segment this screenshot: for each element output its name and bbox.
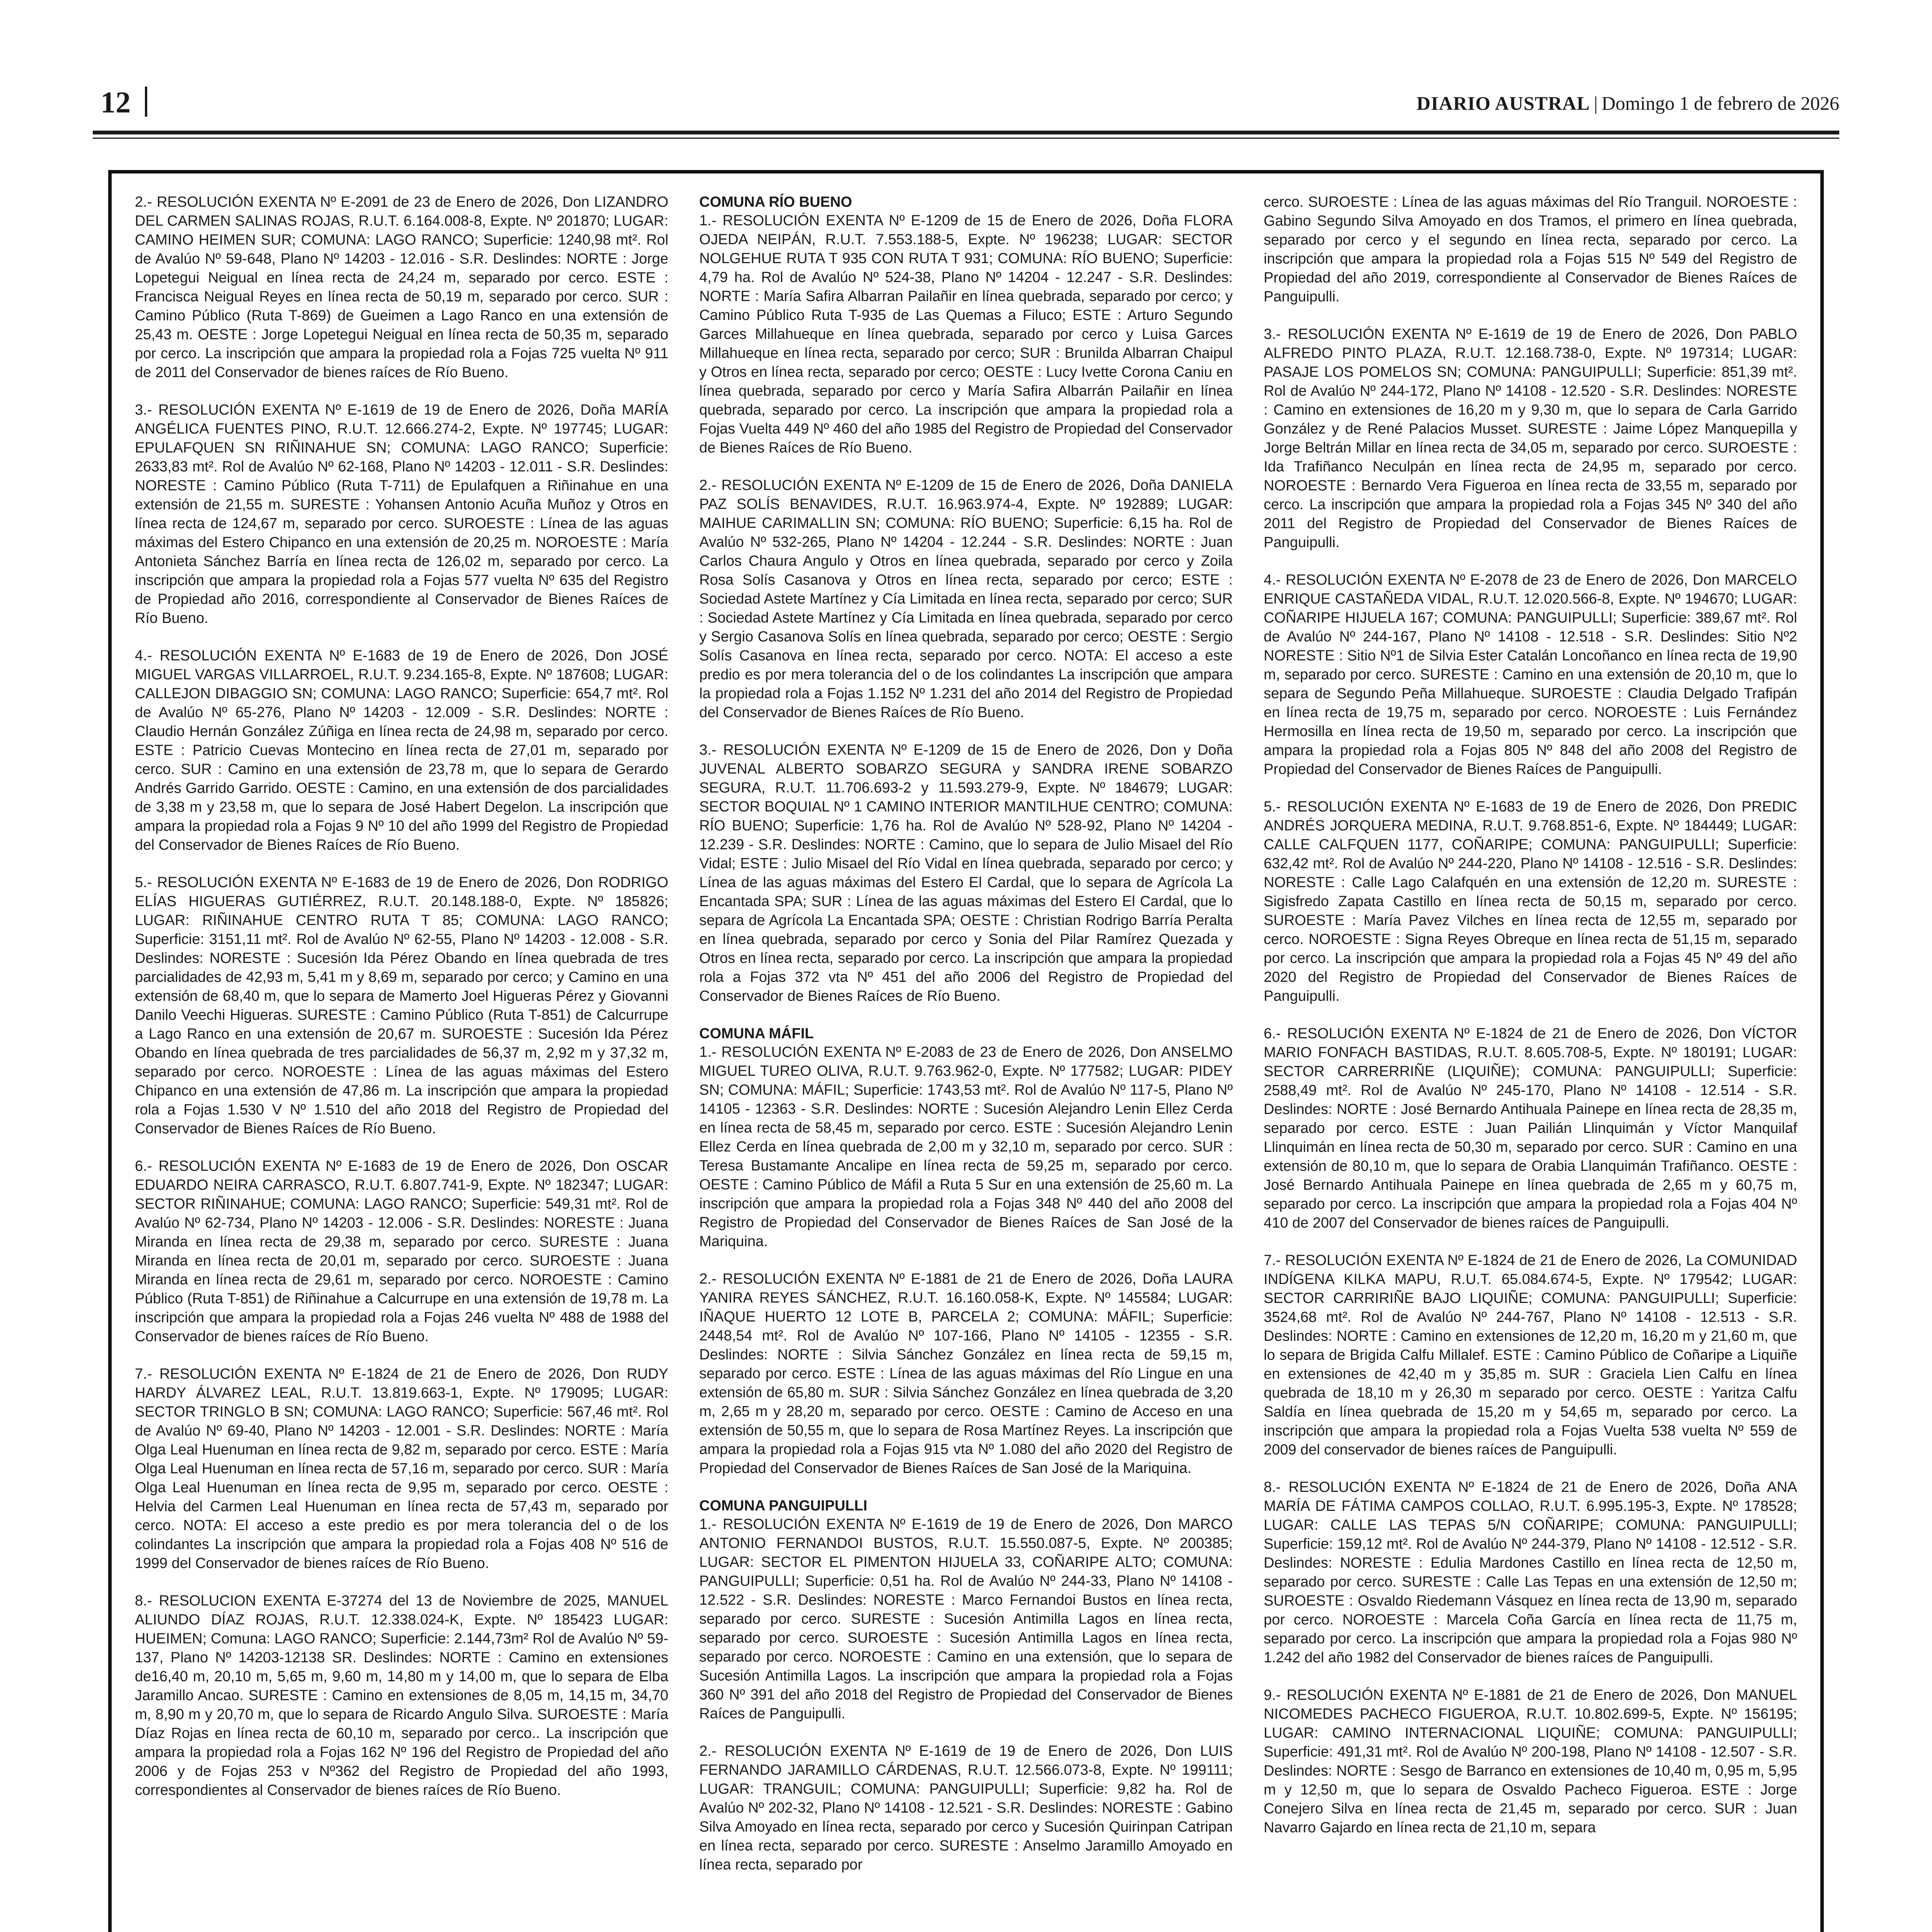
resolution-entry: 5.- RESOLUCIÓN EXENTA Nº E-1683 de 19 de Enero de 2026, Don RODRIGO ELÍAS HIGUERAS GUTIÉRREZ, R.U.T. 20.148.188-0, Expte. Nº 185826; LUGAR: RIÑINAHUE CENTRO RUTA T 85; COMUNA: LAGO RANCO; Superficie: 3151,11 mt². Rol de Avalúo Nº 62-55, Plano Nº 14203 - 12.008 - S.R. Deslindes: NORESTE : Sucesión Ida Pérez Obando en línea quebrada de tres parcialidades de 42,93 m, 5,41 m y 8,69 m, separado por cerco; y Camino en una extensión de 68,40 m, que lo separa de Mamerto Joel Higueras Pérez y Giovanni Danilo Veechi Higueras. SURESTE : Camino Público (Ruta T-851) de Calcurrupe a Lago Ranco en una extensión de 20,67 m. SUROESTE : Sucesión Ida Pérez Obando en línea quebrada de tres parcialidades de 56,37 m, 2,92 m y 37,32 m, separado por cerco. NOROESTE : Línea de las aguas máximas del Estero Chipanco en una extensión de 47,86 m. La inscripción que ampara la propiedad rola a Fojas 1.530 V Nº 1.510 del año 2018 del Registro de Propiedad del Conservador de Bienes Raíces de Río Bueno. xyxy=(135,874,668,1137)
notice-column-3 xyxy=(1264,193,1797,1932)
resolution-entry: 1.- RESOLUCIÓN EXENTA Nº E-1619 de 19 de Enero de 2026, Don MARCO ANTONIO FERNANDOI BUSTOS, R.U.T. 15.550.087-5, Expte. Nº 200385; LUGAR: SECTOR EL PIMENTON HIJUELA 33, COÑARIPE ALTO; COMUNA: PANGUIPULLI; Superficie: 0,51 ha. Rol de Avalúo Nº 244-33, Plano Nº 14108 - 12.522 - S.R. Deslindes: NORESTE : Marco Fernandoi Bustos en línea recta, separado por cerco. SURESTE : Sucesión Antimilla Lagos en línea recta, separado por cerco. SUROESTE : Sucesión Antimilla Lagos en línea recta, separado por cerco. NOROESTE : Camino en una extensión, que lo separa de Sucesión Antimilla Lagos. La inscripción que ampara la propiedad rola a Fojas 360 Nº 391 del año 2018 del Registro de Propiedad del Conservador de Bienes Raíces de Panguipulli. xyxy=(699,1516,1233,1722)
notice-column-2 xyxy=(699,193,1233,1932)
publication-date: Domingo 1 de febrero de 2026 xyxy=(1601,92,1839,114)
publication-name: DIARIO AUSTRAL xyxy=(1417,92,1590,114)
page-number: 12 xyxy=(100,85,131,119)
resolution-entry: 2.- RESOLUCIÓN EXENTA Nº E-1209 de 15 de Enero de 2026, Doña DANIELA PAZ SOLÍS BENAVIDES, R.U.T. 16.963.974-4, Expte. Nº 192889; LUGAR: MAIHUE CARIMALLIN SN; COMUNA: RÍO BUENO; Superficie: 6,15 ha. Rol de Avalúo Nº 532-265, Plano Nº 14204 - 12.244 - S.R. Deslindes: NORTE : Juan Carlos Chaura Angulo y Otros en línea quebrada, separado por cerco y Zoila Rosa Solís Casanova y Otros en línea recta, separado por cerco; ESTE : Sociedad Astete Martínez y Cía Limitada en línea recta, separado por cerco; SUR : Sociedad Astete Martínez y Cía Limitada en línea quebrada, separado por cerco y Sergio Casanova Solís en línea quebrada, separado por cerco; OESTE : Sergio Solís Casanova en línea recta, separado por cerco. NOTA: El acceso a este predio es por mera tolerancia del o de los colindantes La inscripción que ampara la propiedad rola a Fojas 1.152 Nº 1.231 del año 2014 del Registro de Propiedad del Conservador de Bienes Raíces de Río Bueno. xyxy=(699,477,1233,721)
resolution-entry: 9.- RESOLUCIÓN EXENTA Nº E-1881 de 21 de Enero de 2026, Don MANUEL NICOMEDES PACHECO FIGUEROA, R.U.T. 10.802.699-5, Expte. Nº 156195; LUGAR: CAMINO INTERNACIONAL LIQUIÑE; COMUNA: PANGUIPULLI; Superficie: 491,31 mt². Rol de Avalúo Nº 200-198, Plano Nº 14108 - 12.507 - S.R. Deslindes: NORTE : Sesgo de Barranco en extensiones de 10,40 m, 0,95 m, 5,95 m y 12,50 m, que lo separa de Osvaldo Pacheco Figueroa. ESTE : Jorge Conejero Silva en línea recta de 21,45 m, separado por cerco. SUR : Juan Navarro Gajardo en línea recta de 21,10 m, separa xyxy=(1264,1687,1797,1836)
page-header xyxy=(93,77,1839,128)
resolution-entry: 1.- RESOLUCIÓN EXENTA Nº E-1209 de 15 de Enero de 2026, Doña FLORA OJEDA NEIPÁN, R.U.T. 7.553.188-5, Expte. Nº 196238; LUGAR: SECTOR NOLGEHUE RUTA T 935 CON RUTA T 931; COMUNA: RÍO BUENO; Superficie: 4,79 ha. Rol de Avalúo Nº 524-38, Plano Nº 14204 - 12.247 - S.R. Deslindes: NORTE : María Safira Albarran Pailañir en línea quebrada, separado por cerco; y Camino Público Ruta T-935 de Las Quemas a Filuco; ESTE : Arturo Segundo Garces Millahueque en línea quebrada, separado por cerco y Luisa Garces Millahueque en línea recta, separado por cerco; SUR : Brunilda Albarran Chaipul y Otros en línea recta, separado por cerco; OESTE : Lucy Ivette Corona Caniu en línea quebrada, separado por cerco y María Safira Albarrán Pailañir en línea quebrada, separado por cerco. La inscripción que ampara la propiedad rola a Fojas Vuelta 449 Nº 460 del año 1985 del Registro de Propiedad del Conservador de Bienes Raíces de Río Bueno. xyxy=(699,213,1233,456)
comuna-heading: COMUNA PANGUIPULLI xyxy=(699,1498,867,1514)
header-rule-thin xyxy=(93,138,1839,139)
masthead xyxy=(1417,92,1839,114)
resolution-entry: 6.- RESOLUCIÓN EXENTA Nº E-1683 de 19 de Enero de 2026, Don OSCAR EDUARDO NEIRA CARRASCO, R.U.T. 6.807.741-9, Expte. Nº 182347; LUGAR: SECTOR RIÑINAHUE; COMUNA: LAGO RANCO; Superficie: 549,31 mt². Rol de Avalúo Nº 62-734, Plano Nº 14203 - 12.006 - S.R. Deslindes: NORESTE : Juana Miranda en línea recta de 29,38 m, separado por cerco. SURESTE : Juana Miranda en línea recta de 20,01 m, separado por cerco. SUROESTE : Juana Miranda en línea recta de 29,61 m, separado por cerco. NOROESTE : Camino Público (Ruta T-851) de Riñinahue a Calcurrupe en una extensión de 19,78 m. La inscripción que ampara la propiedad rola a Fojas 246 vuelta Nº 488 de 1988 del Conservador de bienes raíces de Río Bueno. xyxy=(135,1158,668,1345)
resolution-entry: 2.- RESOLUCIÓN EXENTA Nº E-1619 de 19 de Enero de 2026, Don LUIS FERNANDO JARAMILLO CÁRDENAS, R.U.T. 12.566.073-8, Expte. Nº 199111; LUGAR: TRANGUIL; COMUNA: PANGUIPULLI; Superficie: 9,82 ha. Rol de Avalúo Nº 202-32, Plano Nº 14108 - 12.521 - S.R. Deslindes: NORESTE : Gabino Silva Amoyado en línea recta, separado por cerco y Sucesión Quirinpan Catripan en línea recta, separado por cerco. SURESTE : Anselmo Jaramillo Amoyado en línea recta, separado por xyxy=(699,1743,1233,1873)
comuna-heading: COMUNA MÁFIL xyxy=(699,1026,814,1042)
resolution-entry: 7.- RESOLUCIÓN EXENTA Nº E-1824 de 21 de Enero de 2026, Don RUDY HARDY ÁLVAREZ LEAL, R.U.T. 13.819.663-1, Expte. Nº 179095; LUGAR: SECTOR TRINGLO B SN; COMUNA: LAGO RANCO; Superficie: 567,46 mt². Rol de Avalúo Nº 69-40, Plano Nº 14203 - 12.001 - S.R. Deslindes: NORTE : María Olga Leal Huenuman en línea recta de 9,82 m, separado por cerco. ESTE : María Olga Leal Huenuman en línea recta de 57,16 m, separado por cerco. SUR : María Olga Leal Huenuman en línea recta de 9,95 m, separado por cerco. OESTE : Helvia del Carmen Leal Huenuman en línea recta de 57,43 m, separado por cerco. NOTA: El acceso a este predio es por mera tolerancia del o de los colindantes La inscripción que ampara la propiedad rola a Fojas 408 Nº 516 de 1999 del Conservador de bienes raíces de Río Bueno. xyxy=(135,1366,668,1571)
resolution-entry: cerco. SUROESTE : Línea de las aguas máximas del Río Tranguil. NOROESTE : Gabino Segundo Silva Amoyado en dos Tramos, el primero en línea quebrada, separado por cerco y el segundo en línea recta, separado por cerco. La inscripción que ampara la propiedad rola a Fojas 515 Nº 549 del Registro de Propiedad del año 2019, correspondiente al Conservador de Bienes Raíces de Panguipulli. xyxy=(1264,194,1797,305)
notice-column-1 xyxy=(135,193,668,1932)
notice-columns xyxy=(135,193,1797,1932)
resolution-entry: 7.- RESOLUCIÓN EXENTA Nº E-1824 de 21 de Enero de 2026, La COMUNIDAD INDÍGENA KILKA MAPU, R.U.T. 65.084.674-5, Expte. Nº 179542; LUGAR: SECTOR CARRIRIÑE BAJO LIQUIÑE; COMUNA: PANGUIPULLI; Superficie: 3524,68 mt². Rol de Avalúo Nº 244-767, Plano Nº 14108 - 12.513 - S.R. Deslindes: NORTE : Camino en extensiones de 12,20 m, 16,20 m y 21,60 m, que lo separa de Brigida Calfu Millalef. ESTE : Camino Público de Coñaripe a Liquiñe en extensiones de 42,40 m y 35,85 m. SUR : Graciela Lien Calfu en línea quebrada de 18,10 m y 26,30 m separado por cerco. OESTE : Yaritza Calfu Saldía en línea quebrada de 15,20 m y 54,65 m, separado por cerco. La inscripción que ampara la propiedad rola a Fojas Vuelta 538 vuelta Nº 559 de 2009 del conservador de bienes raíces de Panguipulli. xyxy=(1264,1252,1797,1458)
resolution-entry: 4.- RESOLUCIÓN EXENTA Nº E-2078 de 23 de Enero de 2026, Don MARCELO ENRIQUE CASTAÑEDA VIDAL, R.U.T. 12.020.566-8, Expte. Nº 194670; LUGAR: COÑARIPE HIJUELA 167; COMUNA: PANGUIPULLI; Superficie: 389,67 mt². Rol de Avalúo Nº 244-167, Plano Nº 14108 - 12.518 - S.R. Deslindes: Sitio Nº2 NORESTE : Sitio Nº1 de Silvia Ester Catalán Loncoñanco en línea recta de 19,90 m, separado por cerco. SURESTE : Camino en una extensión de 20,10 m, que lo separa de Segundo Peña Millahueque. SUROESTE : Claudia Delgado Trafipán en línea recta de 19,75 m, separado por cerco. NOROESTE : Luis Fernández Hermosilla en línea recta de 19,50 m, separado por cerco. La inscripción que ampara la propiedad rola a Fojas 805 Nº 848 del año 2008 del Registro de Propiedad del Conservador de Bienes Raíces de Panguipulli. xyxy=(1264,572,1797,777)
resolution-entry: 4.- RESOLUCIÓN EXENTA Nº E-1683 de 19 de Enero de 2026, Don JOSÉ MIGUEL VARGAS VILLARROEL, R.U.T. 9.234.165-8, Expte. Nº 187608; LUGAR: CALLEJON DIBAGGIO SN; COMUNA: LAGO RANCO; Superficie: 654,7 mt². Rol de Avalúo Nº 65-276, Plano Nº 14203 - 12.009 - S.R. Deslindes: NORTE : Claudio Hernán González Zúñiga en línea recta de 24,98 m, separado por cerco. ESTE : Patricio Cuevas Montecino en línea recta de 27,01 m, separado por cerco. SUR : Camino en una extensión de 23,78 m, que lo separa de Gerardo Andrés Garrido Garrido. OESTE : Camino, en una extensión de dos parcialidades de 3,38 m y 23,58 m, que lo separa de José Habert Degelon. La inscripción que ampara la propiedad rola a Fojas 9 Nº 10 del año 1999 del Registro de Propiedad del Conservador de Bienes Raíces de Río Bueno. xyxy=(135,648,668,853)
resolution-entry: 3.- RESOLUCIÓN EXENTA Nº E-1619 de 19 de Enero de 2026, Doña MARÍA ANGÉLICA FUENTES PINO, R.U.T. 12.666.274-2, Expte. Nº 197745; LUGAR: EPULAFQUEN SN RIÑINAHUE SN; COMUNA: LAGO RANCO; Superficie: 2633,83 mt². Rol de Avalúo Nº 62-168, Plano Nº 14203 - 12.011 - S.R. Deslindes: NORESTE : Camino Público (Ruta T-711) de Epulafquen a Riñinahue en una extensión de 21,55 m. SURESTE : Yohansen Antonio Acuña Muñoz y Otros en línea recta de 124,67 m, separado por cerco. SUROESTE : Línea de las aguas máximas del Estero Chipanco en una extensión de 20,25 m. NOROESTE : María Antonieta Sánchez Barría en línea recta de 126,02 m, separado por cerco. La inscripción que ampara la propiedad rola a Fojas 577 vuelta Nº 635 del Registro de Propiedad año 2016, correspondiente al Conservador de Bienes Raíces de Río Bueno. xyxy=(135,402,668,626)
resolution-entry: 6.- RESOLUCIÓN EXENTA Nº E-1824 de 21 de Enero de 2026, Don VÍCTOR MARIO FONFACH BASTIDAS, R.U.T. 8.605.708-5, Expte. Nº 180191; LUGAR: SECTOR CARRERRIÑE (LIQUIÑE); COMUNA: PANGUIPULLI; Superficie: 2588,49 mt². Rol de Avalúo Nº 245-170, Plano Nº 14108 - 12.514 - S.R. Deslindes: NORTE : José Bernardo Antihuala Painepe en línea recta de 28,35 m, separado por cerco. ESTE : Juan Pailián Llinquimán y Víctor Manquilaf Llinquimán en línea recta de 50,30 m, separado por cerco. SUR : Camino en una extensión de 80,10 m, que lo separa de Orabia Llanquimán Trafiñanco. OESTE : José Bernardo Antihuala Painepe en línea quebrada de 2,65 m y 60,75 m, separado por cerco. La inscripción que ampara la propiedad rola a Fojas 404 Nº 410 de 2007 del Conservador de bienes raíces de Panguipulli. xyxy=(1264,1026,1797,1231)
comuna-heading: COMUNA RÍO BUENO xyxy=(699,194,852,210)
resolution-entry: 5.- RESOLUCIÓN EXENTA Nº E-1683 de 19 de Enero de 2026, Don PREDIC ANDRÉS JORQUERA MEDINA, R.U.T. 9.768.851-6, Expte. Nº 184449; LUGAR: CALLE CALFQUEN 1177, COÑARIPE; COMUNA: PANGUIPULLI; Superficie: 632,42 mt². Rol de Avalúo Nº 244-220, Plano Nº 14108 - 12.516 - S.R. Deslindes: NORESTE : Calle Lago Calafquén en una extensión de 12,20 m. SURESTE : Sigisfredo Zapata Castillo en línea recta de 50,15 m, separado por cerco. SUROESTE : María Pavez Vilches en línea recta de 12,55 m, separado por cerco. NOROESTE : Signa Reyes Obreque en línea recta de 51,15 m, separado por cerco. La inscripción que ampara la propiedad rola a Fojas 45 Nº 49 del año 2020 del Registro de Propiedad del Conservador de Bienes Raíces de Panguipulli. xyxy=(1264,799,1797,1004)
resolution-entry: 2.- RESOLUCIÓN EXENTA Nº E-2091 de 23 de Enero de 2026, Don LIZANDRO DEL CARMEN SALINAS ROJAS, R.U.T. 6.164.008-8, Expte. Nº 201870; LUGAR: CAMINO HEIMEN SUR; COMUNA: LAGO RANCO; Superficie: 1240,98 mt². Rol de Avalúo Nº 59-648, Plano Nº 14203 - 12.016 - S.R. Deslindes: NORTE : Jorge Lopetegui Neigual en línea recta de 24,24 m, separado por cerco. ESTE : Francisca Neigual Reyes en línea recta de 50,19 m, separado por cerco. SUR : Camino Público (Ruta T-869) de Gueimen a Lago Ranco en una extensión de 25,43 m. OESTE : Jorge Lopetegui Neigual en línea recta de 50,35 m, separado por cerco. La inscripción que ampara la propiedad rola a Fojas 725 vuelta Nº 911 de 2011 del Conservador de bienes raíces de Río Bueno. xyxy=(135,194,668,381)
resolution-entry: 8.- RESOLUCIÓN EXENTA Nº E-1824 de 21 de Enero de 2026, Doña ANA MARÍA DE FÁTIMA CAMPOS COLLAO, R.U.T. 6.995.195-3, Expte. Nº 178528; LUGAR: CALLE LAS TEPAS 5/N COÑARIPE; COMUNA: PANGUIPULLI; Superficie: 159,12 mt². Rol de Avalúo Nº 244-379, Plano Nº 14108 - 12.512 - S.R. Deslindes: NORESTE : Edulia Mardones Castillo en línea recta de 12,50 m, separado por cerco. SURESTE : Calle Las Tepas en una extensión de 12,50 m; SUROESTE : Osvaldo Riedemann Vásquez en línea recta de 13,90 m, separado por cerco. NOROESTE : Marcela Coña García en línea recta de 11,75 m, separado por cerco. La inscripción que ampara la propiedad rola a Fojas 980 Nº 1.242 del año 1982 del Conservador de bienes raíces de Panguipulli. xyxy=(1264,1479,1797,1666)
resolution-entry: 8.- RESOLUCION EXENTA E-37274 del 13 de Noviembre de 2025, MANUEL ALIUNDO DÍAZ ROJAS, R.U.T. 12.338.024-K, Expte. Nº 185423 LUGAR: HUEIMEN; Comuna: LAGO RANCO; Superficie: 2.144,73m² Rol de Avalúo Nº 59-137, Plano Nº 14203-12138 SR. Deslindes: NORTE : Camino en extensiones de16,40 m, 20,10 m, 5,65 m, 9,60 m, 14,80 m y 14,00 m, que lo separa de Elba Jaramillo Ancao. SURESTE : Camino en extensiones de 8,05 m, 14,15 m, 34,70 m, 8,90 m y 20,70 m, que lo separa de Ricardo Angulo Silva. SUROESTE : María Díaz Rojas en línea recta de 60,10 m, separado por cerco.. La inscripción que ampara la propiedad rola a Fojas 162 Nº 196 del Registro de Propiedad del año 2006 y de Fojas 253 v Nº362 del Registro de Propiedad del año 1993, correspondientes al Conservador de bienes raíces de Río Bueno. xyxy=(135,1593,668,1798)
resolution-entry: 3.- RESOLUCIÓN EXENTA Nº E-1619 de 19 de Enero de 2026, Don PABLO ALFREDO PINTO PLAZA, R.U.T. 12.168.738-0, Expte. Nº 197314; LUGAR: PASAJE LOS POMELOS SN; COMUNA: PANGUIPULLI; Superficie: 851,39 mt². Rol de Avalúo Nº 244-172, Plano Nº 14108 - 12.520 - S.R. Deslindes: NORESTE : Camino en extensiones de 16,20 m y 9,30 m, que lo separa de Carla Garrido González y de René Palacios Musset. SURESTE : Jaime López Manquepilla y Jorge Beltrán Millar en línea recta de 34,05 m, separado por cerco. SUROESTE : Ida Trafiñanco Neculpán en línea recta de 24,95 m, separado por cerco. NOROESTE : Bernardo Vera Figueroa en línea recta de 33,55 m, separado por cerco. La inscripción que ampara la propiedad rola a Fojas 345 Nº 340 del año 2011 del Registro de Propiedad del Conservador de Bienes Raíces de Panguipulli. xyxy=(1264,326,1797,551)
resolution-entry: 2.- RESOLUCIÓN EXENTA Nº E-1881 de 21 de Enero de 2026, Doña LAURA YANIRA REYES SÁNCHEZ, R.U.T. 16.160.058-K, Expte. Nº 145584; LUGAR: IÑAQUE HUERTO 12 LOTE B, PARCELA 2; COMUNA: MÁFIL; Superficie: 2448,54 mt². Rol de Avalúo Nº 107-166, Plano Nº 14105 - 12355 - S.R. Deslindes: NORTE : Silvia Sánchez González en línea recta de 59,15 m, separado por cerco. ESTE : Línea de las aguas máximas del Río Lingue en una extensión de 65,80 m. SUR : Silvia Sánchez González en línea quebrada de 3,20 m, 2,65 m y 28,20 m, separado por cerco. OESTE : Camino de Acceso en una extensión de 50,55 m, que lo separa de Rosa Martínez Reyes. La inscripción que ampara la propiedad rola a Fojas 915 vta Nº 1.080 del año 2020 del Registro de Propiedad del Conservador de Bienes Raíces de San José de la Mariquina. xyxy=(699,1271,1233,1476)
resolution-entry: 1.- RESOLUCIÓN EXENTA Nº E-2083 de 23 de Enero de 2026, Don ANSELMO MIGUEL TUREO OLIVA, R.U.T. 9.763.962-0, Expte. Nº 177582; LUGAR: PIDEY SN; COMUNA: MÁFIL; Superficie: 1743,53 mt². Rol de Avalúo Nº 117-5, Plano Nº 14105 - 12363 - S.R. Deslindes: NORTE : Sucesión Alejandro Lenin Ellez Cerda en línea recta de 58,45 m, separado por cerco. ESTE : Sucesión Alejandro Lenin Ellez Cerda en línea quebrada de 2,00 m y 32,10 m, separado por cerco. SUR : Teresa Bustamante Ancalipe en línea recta de 59,25 m, separado por cerco. OESTE : Camino Público de Máfil a Ruta 5 Sur en una extensión de 25,60 m. La inscripción que ampara la propiedad rola a Fojas 348 Nº 440 del año 2008 del Registro de Propiedad del Conservador de Bienes Raíces de San José de la Mariquina. xyxy=(699,1044,1233,1250)
header-rule xyxy=(93,131,1839,134)
masthead-separator: | xyxy=(1594,92,1598,114)
legal-notices-box xyxy=(108,170,1824,1932)
resolution-entry: 3.- RESOLUCIÓN EXENTA Nº E-1209 de 15 de Enero de 2026, Don y Doña JUVENAL ALBERTO SOBARZO SEGURA y SANDRA IRENE SOBARZO SEGURA, R.U.T. 11.706.693-2 y 11.593.279-9, Expte. Nº 184679; LUGAR: SECTOR BOQUIAL Nº 1 CAMINO INTERIOR MANTILHUE CENTRO; COMUNA: RÍO BUENO; Superficie: 1,76 ha. Rol de Avalúo Nº 528-92, Plano Nº 14204 - 12.239 - S.R. Deslindes: NORTE : Camino, que lo separa de Julio Misael del Río Vidal; ESTE : Julio Misael del Río Vidal en línea quebrada, separado por cerco; y Línea de las aguas máximas del Estero El Cardal, que lo separa de Agrícola La Encantada SPA; SUR : Línea de las aguas máximas del Estero El Cardal, que lo separa de Agrícola La Encantada SPA; OESTE : Christian Rodrigo Barría Peralta en línea quebrada, separado por cerco y Sonia del Pilar Ramírez Quezada y Otros en línea recta, separado por cerco. La inscripción que ampara la propiedad rola a Fojas 372 vta Nº 451 del año 2006 del Registro de Propiedad del Conservador de Bienes Raíces de Río Bueno. xyxy=(699,742,1233,1004)
page-number-divider xyxy=(145,87,147,117)
